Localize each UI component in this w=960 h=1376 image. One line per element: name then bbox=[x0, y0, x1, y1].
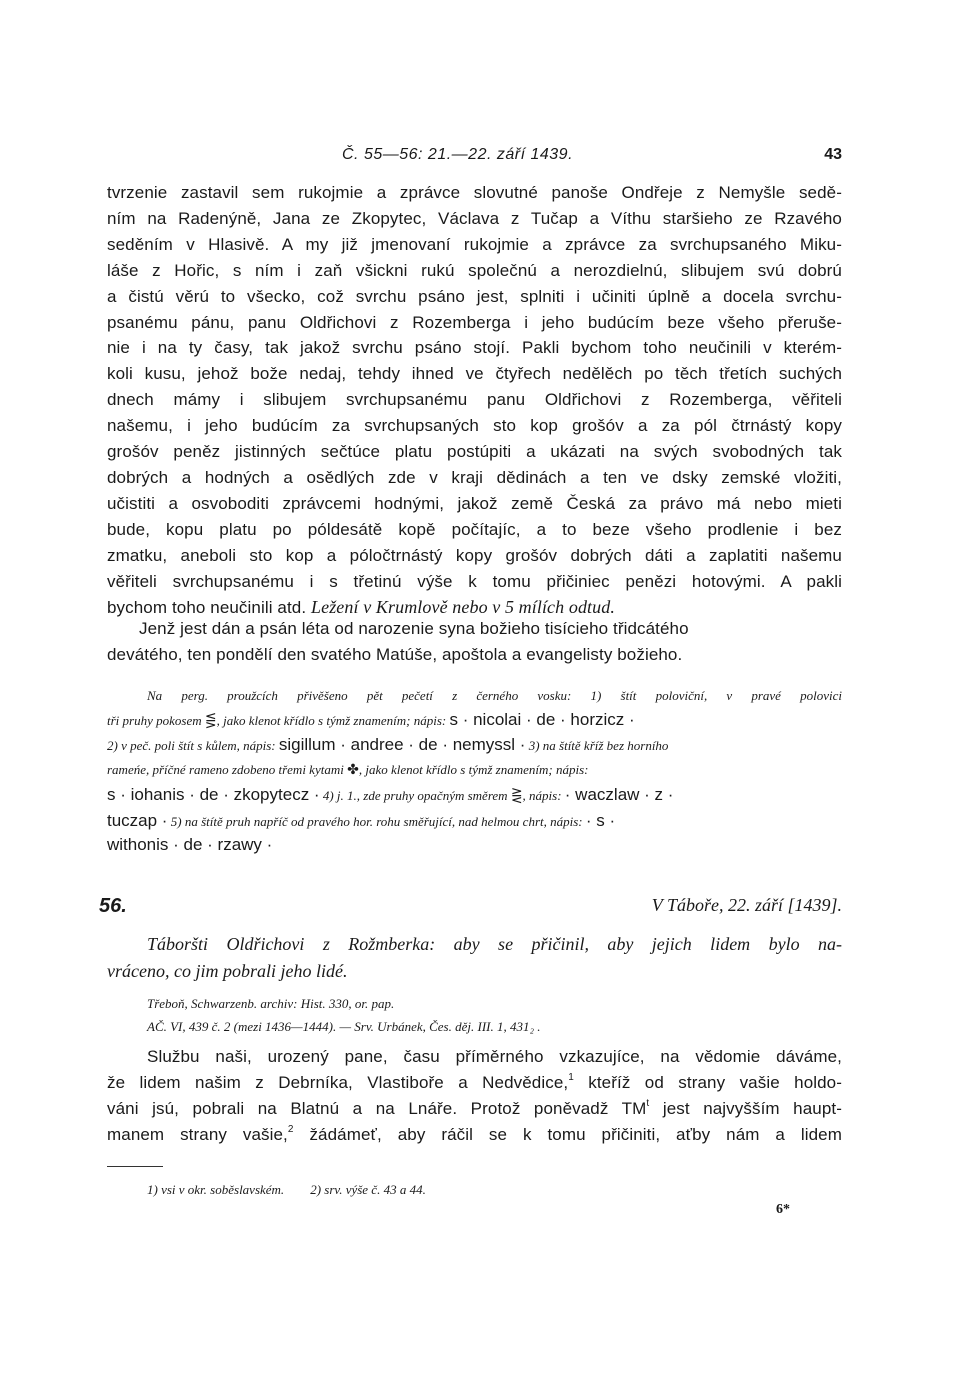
seal-inscription: tuczap · bbox=[107, 810, 168, 830]
text-line bbox=[107, 1096, 842, 1122]
desc-text: tři pruhy pokosem bbox=[107, 712, 202, 728]
desc-line bbox=[107, 833, 842, 858]
regest-line: Táboršti Oldřichovi z Rožmberka: aby se přičinil, aby jejich lidem bylo na- bbox=[147, 934, 842, 954]
running-title: Č. 55—56: 21.—22. září 1439. bbox=[342, 146, 574, 163]
seal-inscription: withonis · de · rzawy · bbox=[107, 835, 273, 855]
desc-line bbox=[107, 758, 842, 783]
diagonal-stripes-icon: ⋚ bbox=[204, 713, 217, 729]
footnote-divider bbox=[107, 1166, 163, 1167]
text-span: že lidem našim z Debrníka, Vlastiboře a Nedvědice, bbox=[107, 1072, 569, 1092]
desc-text: , jako klenot křídlo s týmž znamením; nápis: bbox=[216, 712, 447, 728]
text-line: věřiteli svrchupsanému i s třetinú výše k tomu přičiniec penězi hotovými. A pakli bbox=[107, 571, 842, 591]
text-line: seděním v Hlasivě. A my již jmenovaní rukojmie a zprávce za svrchupsaného Miku- bbox=[107, 234, 842, 254]
flower-sprig-icon: ✤ bbox=[347, 763, 359, 779]
desc-line bbox=[107, 733, 842, 758]
text-span: bychom toho neučinili atd. bbox=[107, 597, 311, 617]
seal-inscription: · s · bbox=[585, 810, 616, 830]
running-head bbox=[0, 144, 960, 166]
text-line bbox=[107, 1122, 842, 1148]
footnote-2: 2) srv. výše č. 43 a 44. bbox=[310, 1182, 426, 1197]
source-line: Třeboň, Schwarzenb. archiv: Hist. 330, or. pap. bbox=[147, 996, 395, 1011]
footnote-ref: 1 bbox=[568, 1072, 574, 1084]
text-span: jest najvyšším haupt- bbox=[649, 1098, 842, 1118]
dating-paragraph bbox=[107, 616, 842, 668]
desc-text: 5) na štítě pruh napříč od pravého hor. rohu směřující, nad helmou chrt, nápis: bbox=[170, 813, 583, 829]
text-line: nie i na ty časy, tak jakož svrchu psáno stojí. Pakli bychom toho neučinili v kterém- bbox=[107, 338, 842, 358]
desc-line bbox=[107, 809, 842, 834]
text-line: našemu, i jeho budúcím za svrchupsaných sto kop grošóv a za pól čtrnástý kopy bbox=[107, 416, 842, 436]
sheet-signature: 6* bbox=[776, 1202, 790, 1217]
diagonal-stripes-reversed-icon: ⋛ bbox=[510, 788, 523, 804]
desc-text: 3) na štítě kříž bez horního bbox=[528, 738, 669, 754]
seal-inscription: · waczlaw · z · bbox=[564, 784, 674, 804]
text-line: učistiti a osvoboditi zprávcemi hodnými, jakož země Česká za právo má nebo mieti bbox=[107, 493, 842, 513]
page-number: 43 bbox=[824, 146, 842, 163]
text-span: váni jsú, pobrali na Blatnú a na Lnáře. Protož poněvadž TM bbox=[107, 1098, 647, 1118]
seal-inscription: sigillum · andree · de · nemyssl · bbox=[278, 735, 526, 755]
text-line: dnech mámy i slibujem svrchupsanému panu Oldřichovi z Rozemberga, věřiteli bbox=[107, 390, 842, 410]
text-line: tvrzenie zastavil sem rukojmie a zprávce slovutné panoše Ondřeje z Nemyšle sedě- bbox=[107, 183, 842, 202]
desc-line: Na perg. proužcích přivěšeno pět pečetí z černého vosku: 1) štít poloviční, v pravé polovici bbox=[147, 688, 842, 703]
desc-text: , jako klenot křídlo s týmž znamením; nápis: bbox=[358, 762, 589, 778]
footnotes bbox=[147, 1181, 747, 1199]
paragraph-continued bbox=[107, 180, 842, 620]
text-line: Jenž jest dán a psán léta od narozenie syna božieho tisícieho třidcátého bbox=[139, 619, 689, 638]
text-span: kteříž od strany vašie holdo- bbox=[573, 1072, 842, 1092]
seal-inscription: s · nicolai · de · horzicz · bbox=[449, 709, 635, 729]
editorial-note: Ležení v Krumlově nebo v 5 mílích odtud. bbox=[311, 596, 615, 617]
desc-text: 2) v peč. poli štít s kůlem, nápis: bbox=[107, 738, 276, 754]
desc-text: 4) j. 1., zde pruhy opačným směrem bbox=[322, 787, 508, 803]
letter-text bbox=[107, 1044, 842, 1148]
superscript: t bbox=[646, 1098, 650, 1110]
text-line: bude, kopu platu po póldesátě kopě počítajíc, a to beze všeho prodlenie i bez bbox=[107, 519, 842, 539]
desc-line bbox=[107, 783, 842, 809]
regest-line: vráceno, co jim pobrali jeho lidé. bbox=[107, 960, 348, 981]
text-line: dobrých a hodných a osědlých zde v kraji dědinách a ten ve dsky zemské vložiti, bbox=[107, 467, 842, 487]
text-line: Službu naši, urozený pane, času příměrného vzkazujíce, na vědomie dáváme, bbox=[147, 1047, 842, 1066]
source-line: AČ. VI, 439 č. 2 (mezi 1436—1444). — Srv. Urbánek, Čes. děj. III. 1, 431₂ . bbox=[147, 1019, 541, 1034]
seal-inscription: s · iohanis · de · zkopytecz · bbox=[107, 784, 320, 804]
text-line: a čistú věrú to všecko, což svrchu psáno jest, splniti i učiniti úplně a docela svrchu- bbox=[107, 286, 842, 306]
text-span: žádámeť, aby ráčil se k tomu přičiniti, aťby nám a lidem bbox=[293, 1124, 842, 1144]
text-line: devátého, ten pondělí den svatého Matúše, apoštola a evangelisty božieho. bbox=[107, 644, 683, 664]
text-line bbox=[107, 1070, 842, 1096]
text-line: grošóv peněz jistinných sečtúce platu postúpiti a ukázati na svých svobodných tak bbox=[107, 442, 842, 462]
text-line: psanému pánu, panu Oldřichovi z Rozemberga i jeho budúcím beze všeho přeruše- bbox=[107, 312, 842, 332]
text-span: manem strany vašie, bbox=[107, 1124, 288, 1144]
text-line: ním na Radenýně, Jana ze Zkopytec, Václava z Tučap a Víthu staršieho ze Rzavého bbox=[107, 208, 842, 228]
text-line: láše z Hořic, s ním i zaň všickni rukú společnú a nerozdielnú, slibujem svú dobrú bbox=[107, 260, 842, 280]
footnote-1: 1) vsi v okr. soběslavském. bbox=[147, 1182, 285, 1197]
document-sources bbox=[147, 992, 747, 1038]
desc-text: , nápis: bbox=[522, 787, 562, 803]
desc-line bbox=[107, 708, 842, 734]
desc-text: rameńe, příčné rameno zdobeno třemi kytami bbox=[107, 762, 344, 778]
document-regest bbox=[107, 931, 842, 984]
text-line: zmatku, aneboli sto kop a póločtrnástý kopy grošóv dobrých dáti a zaplatiti našemu bbox=[107, 545, 842, 565]
document-place-date: V Táboře, 22. září [1439]. bbox=[651, 895, 842, 915]
seal-description bbox=[107, 684, 842, 858]
footnote-ref: 2 bbox=[287, 1124, 294, 1136]
text-line: koli kusu, jehož bože nedaj, tehdy ihned ve čtyřech nedělěch po těch třetích suchých bbox=[107, 364, 842, 384]
document-number: 56. bbox=[99, 895, 127, 917]
